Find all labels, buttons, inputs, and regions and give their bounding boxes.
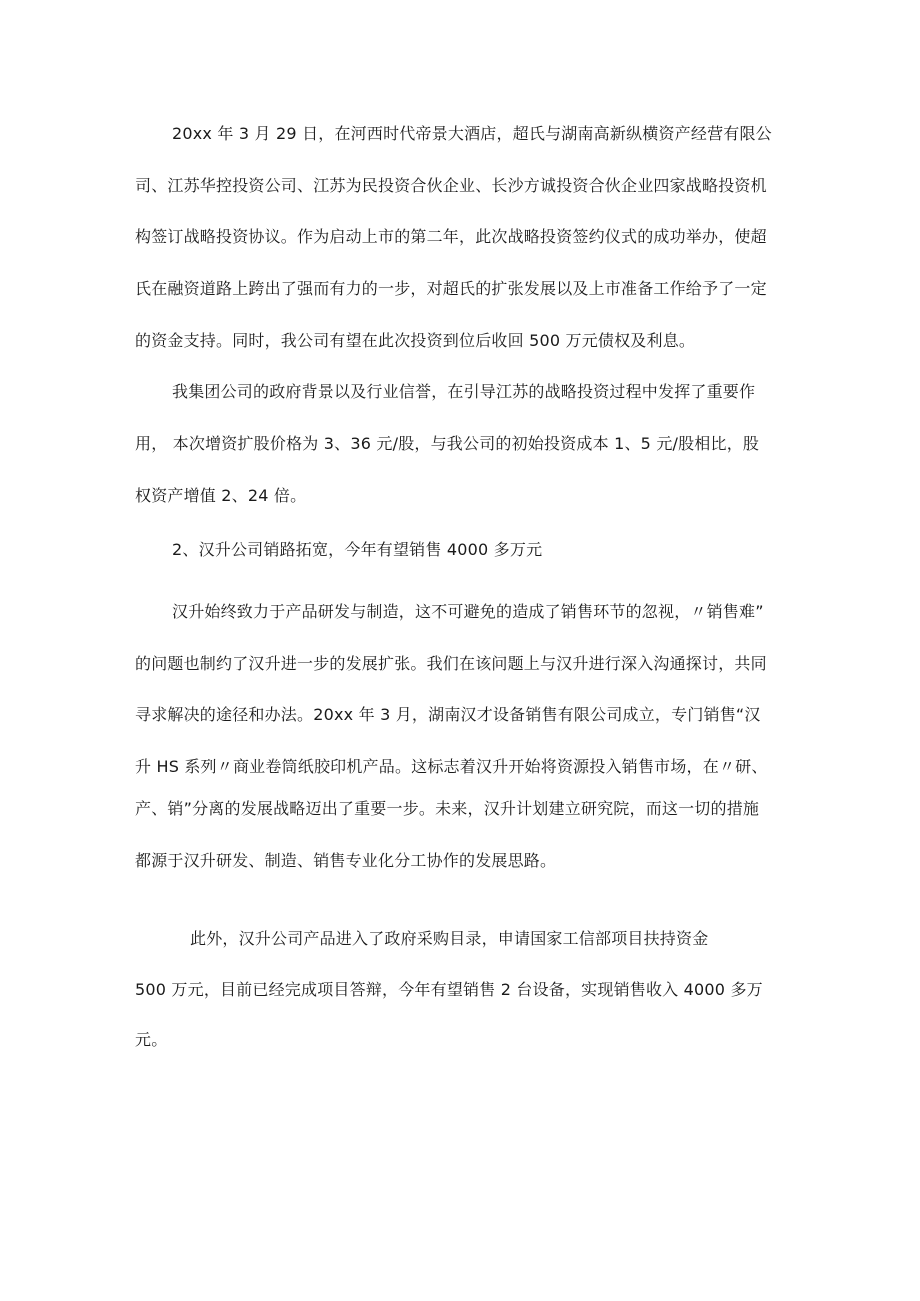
text-line: 的问题也制约了汉升进一步的发展扩张。我们在该问题上与汉升进行深入沟通探讨，共同 (135, 654, 767, 673)
text-line: 的资金支持。同时，我公司有望在此次投资到位后收回 500 万元债权及利息。 (135, 331, 696, 350)
text-line: 此外，汉升公司产品进入了政府采购目录，申请国家工信部项目扶持资金 (190, 929, 709, 948)
text-line: 用， 本次增资扩股价格为 3、36 元/股，与我公司的初始投资成本 1、5 元/股相比，股 (135, 434, 760, 453)
section-heading: 2、汉升公司销路拓宽，今年有望销售 4000 多万元 (172, 540, 543, 559)
text-line: 氏在融资道路上跨出了强而有力的一步，对超氏的扩张发展以及上市准备工作给予了一定 (135, 279, 767, 298)
text-line: 升 HS 系列〃商业卷筒纸胶印机产品。这标志着汉升开始将资源投入销售市场，在〃研、 (135, 757, 768, 776)
text-line: 汉升始终致力于产品研发与制造，这不可避免的造成了销售环节的忽视，〃销售难” (172, 602, 764, 621)
text-line: 寻求解决的途径和办法。20xx 年 3 月，湖南汉才设备销售有限公司成立，专门销售“汉 (135, 705, 761, 724)
text-line: 产、销”分离的发展战略迈出了重要一步。未来，汉升计划建立研究院，而这一切的措施 (135, 799, 760, 818)
text-line: 权资产增值 2、24 倍。 (135, 486, 307, 505)
text-line: 元。 (135, 1030, 168, 1049)
text-line: 500 万元，目前已经完成项目答辩，今年有望销售 2 台设备，实现销售收入 4000 多万 (135, 980, 763, 999)
text-line: 都源于汉升研发、制造、销售专业化分工协作的发展思路。 (135, 851, 557, 870)
text-line: 我集团公司的政府背景以及行业信誉，在引导江苏的战略投资过程中发挥了重要作 (172, 382, 756, 401)
text-line: 构签订战略投资协议。作为启动上市的第二年，此次战略投资签约仪式的成功举办，使超 (135, 227, 767, 246)
text-line: 20xx 年 3 月 29 日，在河西时代帝景大酒店，超氏与湖南高新纵横资产经营有限公 (172, 124, 772, 143)
text-line: 司、江苏华控投资公司、江苏为民投资合伙企业、长沙方诚投资合伙企业四家战略投资机 (135, 176, 767, 195)
